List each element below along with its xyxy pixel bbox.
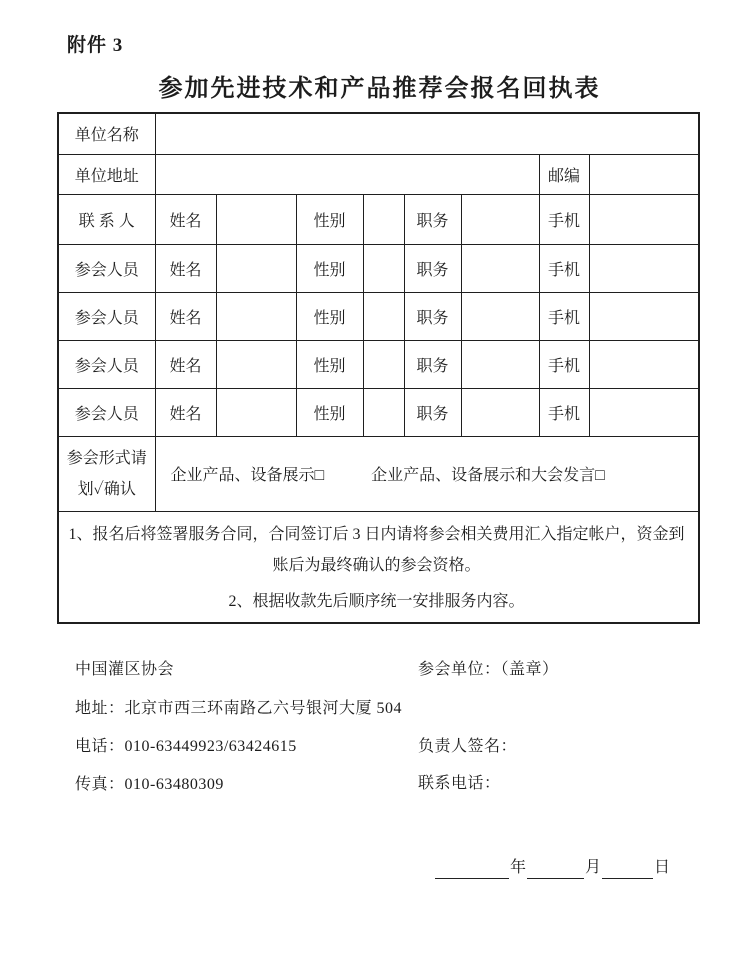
attachment-number: 附件 3: [67, 35, 124, 56]
company-name-row: [58, 113, 699, 154]
position-label: 职务: [404, 388, 461, 436]
name-value-cell: [216, 194, 296, 244]
registration-form-table: [57, 112, 700, 624]
mobile-label: 手机: [539, 194, 589, 244]
position-value-cell: [461, 292, 539, 340]
participation-label-line1: 参会形式请: [66, 449, 147, 467]
signature-label: 负责人签名：: [418, 738, 518, 755]
name-value-cell: [216, 292, 296, 340]
participation-type-row: [58, 436, 699, 511]
attendee-row: [58, 340, 699, 388]
notes-cell: [58, 511, 699, 623]
contact-person-row: [58, 194, 699, 244]
organization-name: 中国灌区协会: [75, 661, 175, 678]
year-unit-label: 年: [510, 859, 527, 876]
note-2: 2、根据收款先后顺序统一安排服务内容。: [228, 592, 525, 610]
mobile-value-cell: [589, 388, 699, 436]
person-row-label: 联 系 人: [58, 194, 155, 244]
name-label: 姓名: [155, 340, 216, 388]
gender-value-cell: [363, 244, 404, 292]
person-row-label: 参会人员: [58, 244, 155, 292]
day-unit-label: 日: [654, 859, 671, 876]
participating-unit-seal-label: 参会单位：（盖章）: [418, 661, 559, 678]
name-value-cell: [216, 340, 296, 388]
position-value-cell: [461, 340, 539, 388]
option-display-checkbox: 企业产品、设备展示□: [170, 467, 325, 484]
month-blank-line: [527, 857, 584, 879]
mobile-label: 手机: [539, 340, 589, 388]
name-label: 姓名: [155, 292, 216, 340]
participation-type-label: [58, 436, 155, 511]
position-value-cell: [461, 388, 539, 436]
gender-label: 性别: [296, 292, 363, 340]
gender-value-cell: [363, 194, 404, 244]
mobile-value-cell: [589, 244, 699, 292]
company-name-label: 单位名称: [58, 113, 155, 154]
gender-label: 性别: [296, 340, 363, 388]
participation-options-cell: [155, 436, 699, 511]
year-blank-line: [435, 857, 509, 879]
company-address-row: [58, 154, 699, 194]
mobile-value-cell: [589, 194, 699, 244]
name-label: 姓名: [155, 244, 216, 292]
gender-value-cell: [363, 340, 404, 388]
notes-row: [58, 511, 699, 623]
mobile-label: 手机: [539, 292, 589, 340]
person-row-label: 参会人员: [58, 340, 155, 388]
gender-label: 性别: [296, 244, 363, 292]
position-label: 职务: [404, 194, 461, 244]
gender-label: 性别: [296, 194, 363, 244]
position-value-cell: [461, 194, 539, 244]
position-label: 职务: [404, 292, 461, 340]
postal-code-value-cell: [589, 154, 699, 194]
name-value-cell: [216, 244, 296, 292]
participation-label-line2: 划✓确认: [77, 480, 136, 498]
position-label: 职务: [404, 244, 461, 292]
gender-value-cell: [363, 292, 404, 340]
name-label: 姓名: [155, 388, 216, 436]
attendee-row: [58, 292, 699, 340]
organization-phone: 电话：010-63449923/63424615: [75, 738, 297, 755]
note-1: 1、报名后将签署服务合同，合同签订后 3 日内请将参会相关费用汇入指定帐户，资金到账后为最终确认的参会资格。: [68, 525, 685, 574]
person-row-label: 参会人员: [58, 292, 155, 340]
name-value-cell: [216, 388, 296, 436]
position-label: 职务: [404, 340, 461, 388]
company-address-label: 单位地址: [58, 154, 155, 194]
organization-fax: 传真：010-63480309: [75, 776, 224, 793]
postal-code-label: 邮编: [539, 154, 589, 194]
company-name-value-cell: [155, 113, 699, 154]
mobile-label: 手机: [539, 388, 589, 436]
position-value-cell: [461, 244, 539, 292]
attendee-row: [58, 244, 699, 292]
organization-address: 地址：北京市西三环南路乙六号银河大厦 504: [75, 700, 403, 717]
contact-phone-label: 联系电话：: [418, 775, 501, 792]
document-title: 参加先进技术和产品推荐会报名回执表: [158, 76, 601, 102]
company-address-value-cell: [155, 154, 539, 194]
day-blank-line: [602, 857, 653, 879]
gender-label: 性别: [296, 388, 363, 436]
name-label: 姓名: [155, 194, 216, 244]
gender-value-cell: [363, 388, 404, 436]
person-row-label: 参会人员: [58, 388, 155, 436]
attendee-row: [58, 388, 699, 436]
option-display-and-speech-checkbox: 企业产品、设备展示和大会发言□: [371, 467, 605, 484]
date-signature-line: [435, 856, 671, 879]
mobile-value-cell: [589, 340, 699, 388]
mobile-label: 手机: [539, 244, 589, 292]
mobile-value-cell: [589, 292, 699, 340]
month-unit-label: 月: [585, 859, 602, 876]
